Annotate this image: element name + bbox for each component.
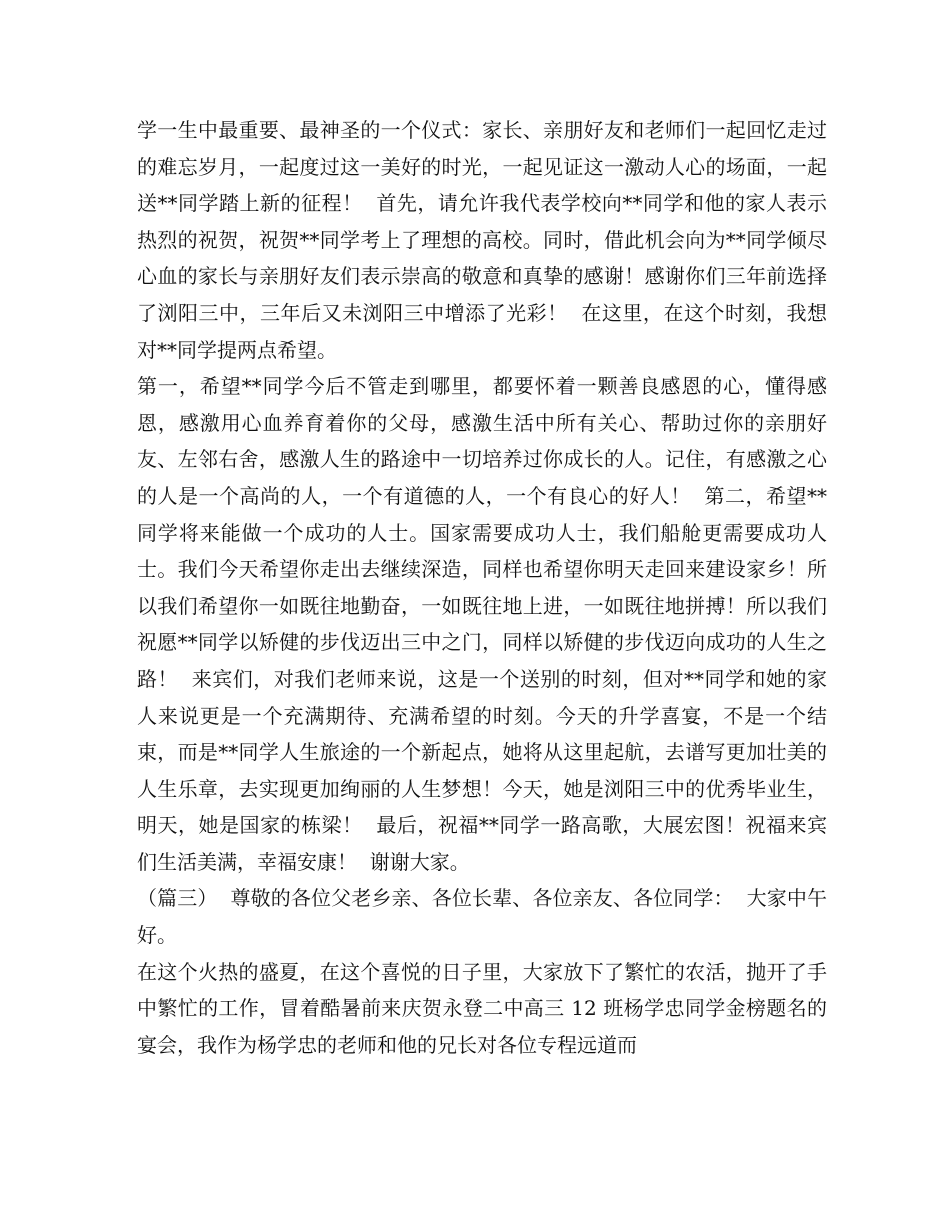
paragraph-speech-intro: 学一生中最重要、最神圣的一个仪式：家长、亲朋好友和老师们一起回忆走过的难忘岁月，一起度过这一美好的时光，一起见证这一激动人心的场面，一起送**同学踏上新的征程！ 首先，请允许我代表学校向**同学和他的家人表示热烈的祝贺，祝贺**同学考上了理想的高校。同时，借此机会向为**同学倾尽心血的家长与亲朋好友们表示崇高的敬意和真挚的感谢！感谢你们三年前选择了浏阳三中，三年后又未浏阳三中增添了光彩！ 在这里，在这个时刻，我想对**同学提两点希望。 [137,118,827,362]
paragraph-part-three-opening: 在这个火热的盛夏，在这个喜悦的日子里，大家放下了繁忙的农活，抛开了手中繁忙的工作，冒着酷暑前来庆贺永登二中高三 12 班杨学忠同学金榜题名的宴会，我作为杨学忠的老师和他的兄长对各位专程远道而 [137,959,827,1057]
document-body [137,112,827,1063]
paragraph-part-three-greeting: （篇三） 尊敬的各位父老乡亲、各位长辈、各位亲友、各位同学： 大家中午好。 [137,886,827,948]
paragraph-two-hopes: 第一，希望**同学今后不管走到哪里，都要怀着一颗善良感恩的心，懂得感恩，感激用心血养育着你的父母，感激生活中所有关心、帮助过你的亲朋好友、左邻右舍，感激人生的路途中一切培养过你成长的人。记住，有感激之心的人是一个高尚的人，一个有道德的人，一个有良心的好人！ 第二，希望**同学将来能做一个成功的人士。国家需要成功人士，我们船舱更需要成功人士。我们今天希望你走出去继续深造，同样也希望你明天走回来建设家乡！所以我们希望你一如既往地勤奋，一如既往地上进，一如既往地拼搏！所以我们祝愿**同学以矫健的步伐迈出三中之门，同样以矫健的步伐迈向成功的人生之路！ 来宾们，对我们老师来说，这是一个送别的时刻，但对**同学和她的家人来说更是一个充满期待、充满希望的时刻。今天的升学喜宴，不是一个结束，而是**同学人生旅途的一个新起点，她将从这里起航，去谱写更加壮美的人生乐章，去实现更加绚丽的人生梦想！今天，她是浏阳三中的优秀毕业生，明天，她是国家的栋梁！ 最后，祝福**同学一路高歌，大展宏图！祝福来宾们生活美满，幸福安康！ 谢谢大家。 [137,374,827,874]
